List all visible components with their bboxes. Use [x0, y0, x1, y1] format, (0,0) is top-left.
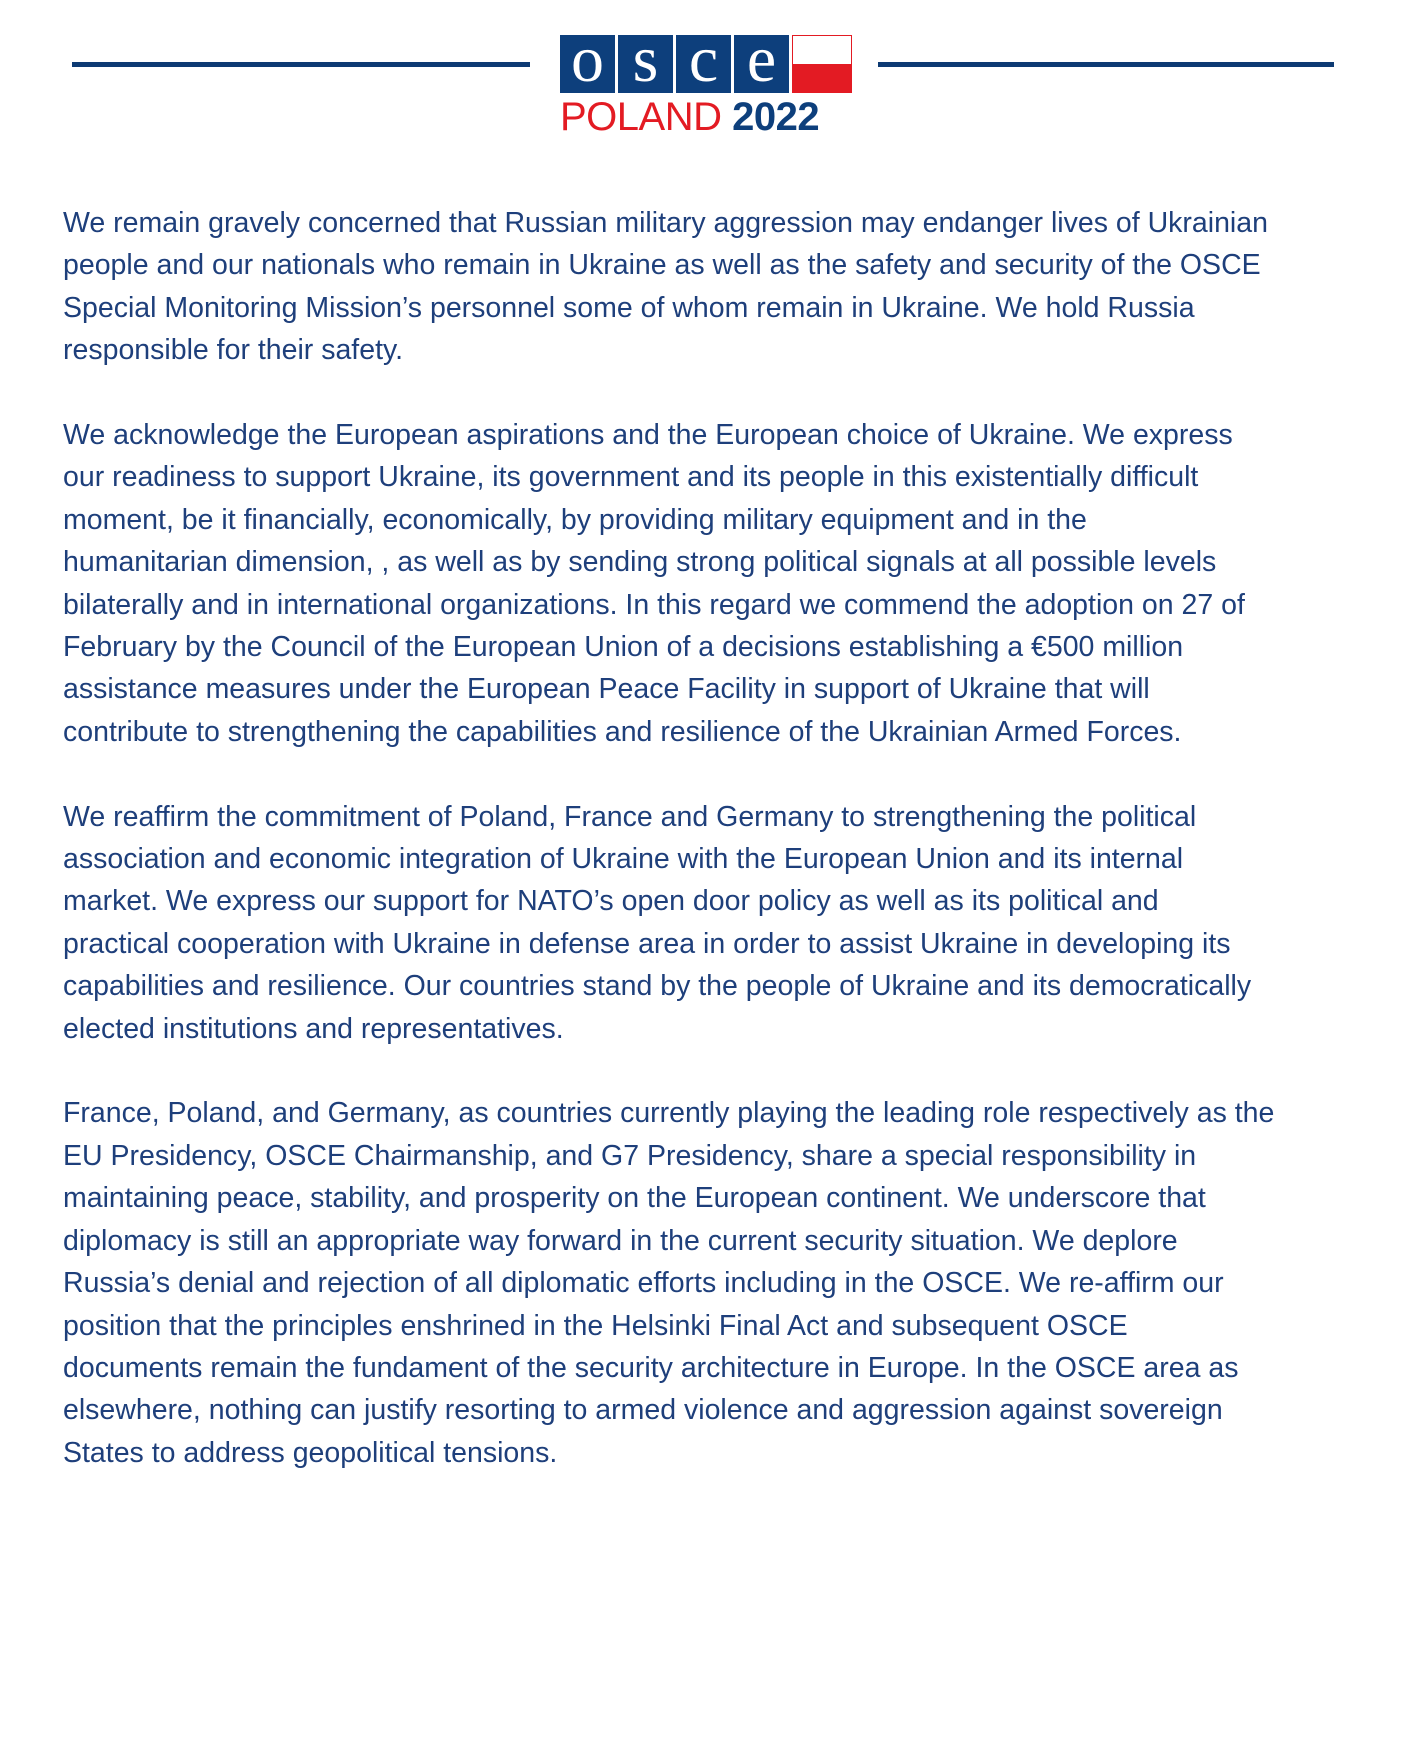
text-line: February by the Council of the European Union of a decisions establishing a €500 million [63, 631, 1184, 664]
statement-body [63, 202, 1383, 1517]
text-line: moment, be it financially, economically, by providing military equipment and in the [63, 503, 1087, 536]
text-line: elsewhere, nothing can justify resorting to armed violence and aggression against sovereign [63, 1394, 1223, 1427]
text-line: contribute to strengthening the capabilities and resilience of the Ukrainian Armed Forces. [63, 715, 1182, 748]
text-line: We reaffirm the commitment of Poland, France and Germany to strengthening the political [63, 800, 1197, 833]
text-line: market. We express our support for NATO’s open door policy as well as its political and [63, 885, 1159, 918]
text-line: practical cooperation with Ukraine in defense area in order to assist Ukraine in developing its [63, 927, 1231, 960]
statement-paragraph [63, 796, 1383, 1050]
text-line: responsible for their safety. [63, 334, 404, 367]
text-line: EU Presidency, OSCE Chairmanship, and G7 Presidency, share a special responsibility in [63, 1139, 1197, 1172]
statement-paragraph [63, 414, 1383, 753]
statement-paragraph [63, 1092, 1383, 1474]
logo-letter: s [618, 35, 673, 93]
text-line: States to address geopolitical tensions. [63, 1436, 558, 1469]
header-rule-left [72, 62, 530, 67]
text-line: Special Monitoring Mission’s personnel some of whom remain in Ukraine. We hold Russia [63, 291, 1195, 324]
text-line: capabilities and resilience. Our countries stand by the people of Ukraine and its democratically [63, 970, 1252, 1003]
text-line: assistance measures under the European Peace Facility in support of Ukraine that will [63, 673, 1150, 706]
logo-letter: e [734, 35, 789, 93]
polish-flag-icon [792, 35, 852, 93]
header-rule-right [878, 62, 1334, 67]
logo-letter: o [560, 35, 615, 93]
text-line: position that the principles enshrined in the Helsinki Final Act and subsequent OSCE [63, 1309, 1128, 1342]
text-line: France, Poland, and Germany, as countries currently playing the leading role respectively as the [63, 1097, 1275, 1130]
logo-subtitle [560, 97, 852, 137]
text-line: We acknowledge the European aspirations and the European choice of Ukraine. We express [63, 419, 1233, 452]
text-line: people and our nationals who remain in Ukraine as well as the safety and security of the OSCE [63, 249, 1261, 282]
logo-year: 2022 [732, 95, 820, 139]
osce-poland-2022-logo [560, 35, 852, 137]
text-line: diplomacy is still an appropriate way forward in the current security situation. We deplore [63, 1224, 1178, 1257]
logo-country: POLAND [560, 95, 722, 139]
osce-wordmark [560, 35, 852, 93]
text-line: our readiness to support Ukraine, its government and its people in this existentially difficult [63, 461, 1199, 494]
text-line: maintaining peace, stability, and prosperity on the European continent. We underscore that [63, 1182, 1206, 1215]
text-line: documents remain the fundament of the security architecture in Europe. In the OSCE area as [63, 1351, 1239, 1384]
statement-paragraph [63, 202, 1383, 372]
text-line: bilaterally and in international organizations. In this regard we commend the adoption on 27 of [63, 588, 1245, 621]
text-line: humanitarian dimension, , as well as by sending strong political signals at all possible levels [63, 546, 1217, 579]
text-line: elected institutions and representatives. [63, 1012, 564, 1045]
text-line: association and economic integration of Ukraine with the European Union and its internal [63, 843, 1184, 876]
logo-letter: c [676, 35, 731, 93]
text-line: We remain gravely concerned that Russian military aggression may endanger lives of Ukrainian [63, 207, 1268, 239]
text-line: Russia’s denial and rejection of all diplomatic efforts including in the OSCE. We re-affirm our [63, 1267, 1224, 1300]
